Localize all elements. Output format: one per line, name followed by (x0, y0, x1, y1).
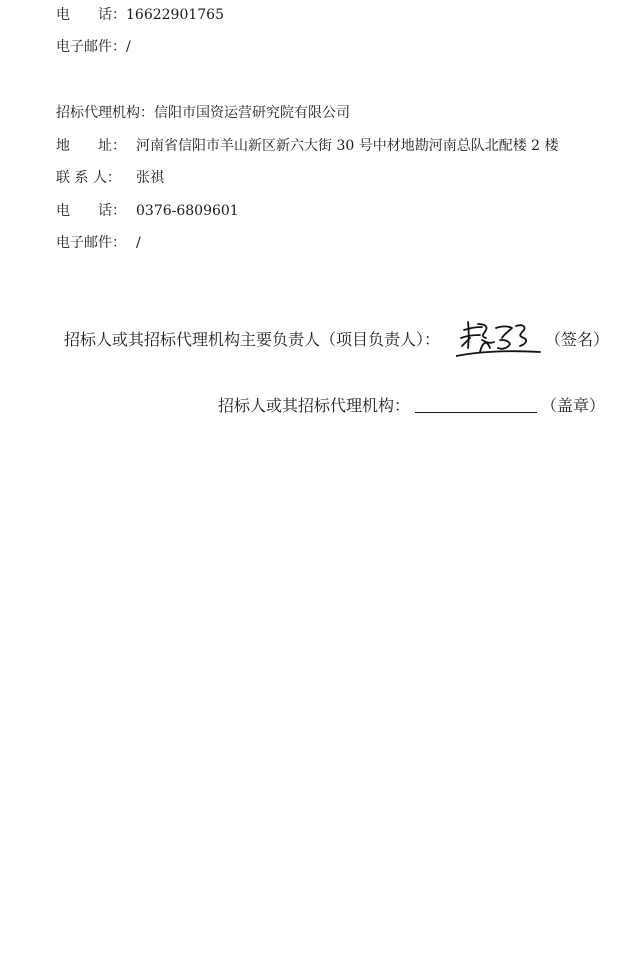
agency-value: 信阳市国资运营研究院有限公司 (154, 105, 350, 121)
phone-label: 电 话： (56, 203, 126, 219)
email-value: / (136, 235, 141, 251)
phone-row-2 (56, 201, 239, 221)
address-label: 地 址： (56, 138, 126, 154)
phone-value: 16622901765 (126, 7, 224, 23)
email-row-1 (56, 37, 131, 57)
seal-line: 招标人或其招标代理机构： (218, 396, 411, 415)
email-value: / (126, 39, 131, 55)
agency-label: 招标代理机构： (56, 105, 154, 121)
phone-row-1 (56, 5, 224, 25)
email-label: 电子邮件： (56, 39, 126, 55)
signer-line: 招标人或其招标代理机构主要负责人（项目负责人）： (64, 330, 441, 349)
email-label: 电子邮件： (56, 235, 126, 251)
phone-label: 电 话： (56, 7, 126, 23)
contact-value: 张祺 (136, 170, 164, 186)
handwritten-signature (456, 318, 542, 362)
contact-row (56, 168, 164, 188)
address-value: 河南省信阳市羊山新区新六大街 30 号中材地勘河南总队北配楼 2 楼 (136, 138, 559, 154)
agency-row (56, 103, 350, 123)
email-row-2 (56, 233, 141, 253)
address-row (56, 136, 559, 156)
contact-label: 联 系 人： (56, 170, 121, 186)
seal-blank-underline (415, 412, 537, 413)
phone-value: 0376-6809601 (136, 203, 239, 219)
sign-note: （签名） (545, 330, 610, 349)
seal-note: （盖章） (541, 396, 606, 415)
